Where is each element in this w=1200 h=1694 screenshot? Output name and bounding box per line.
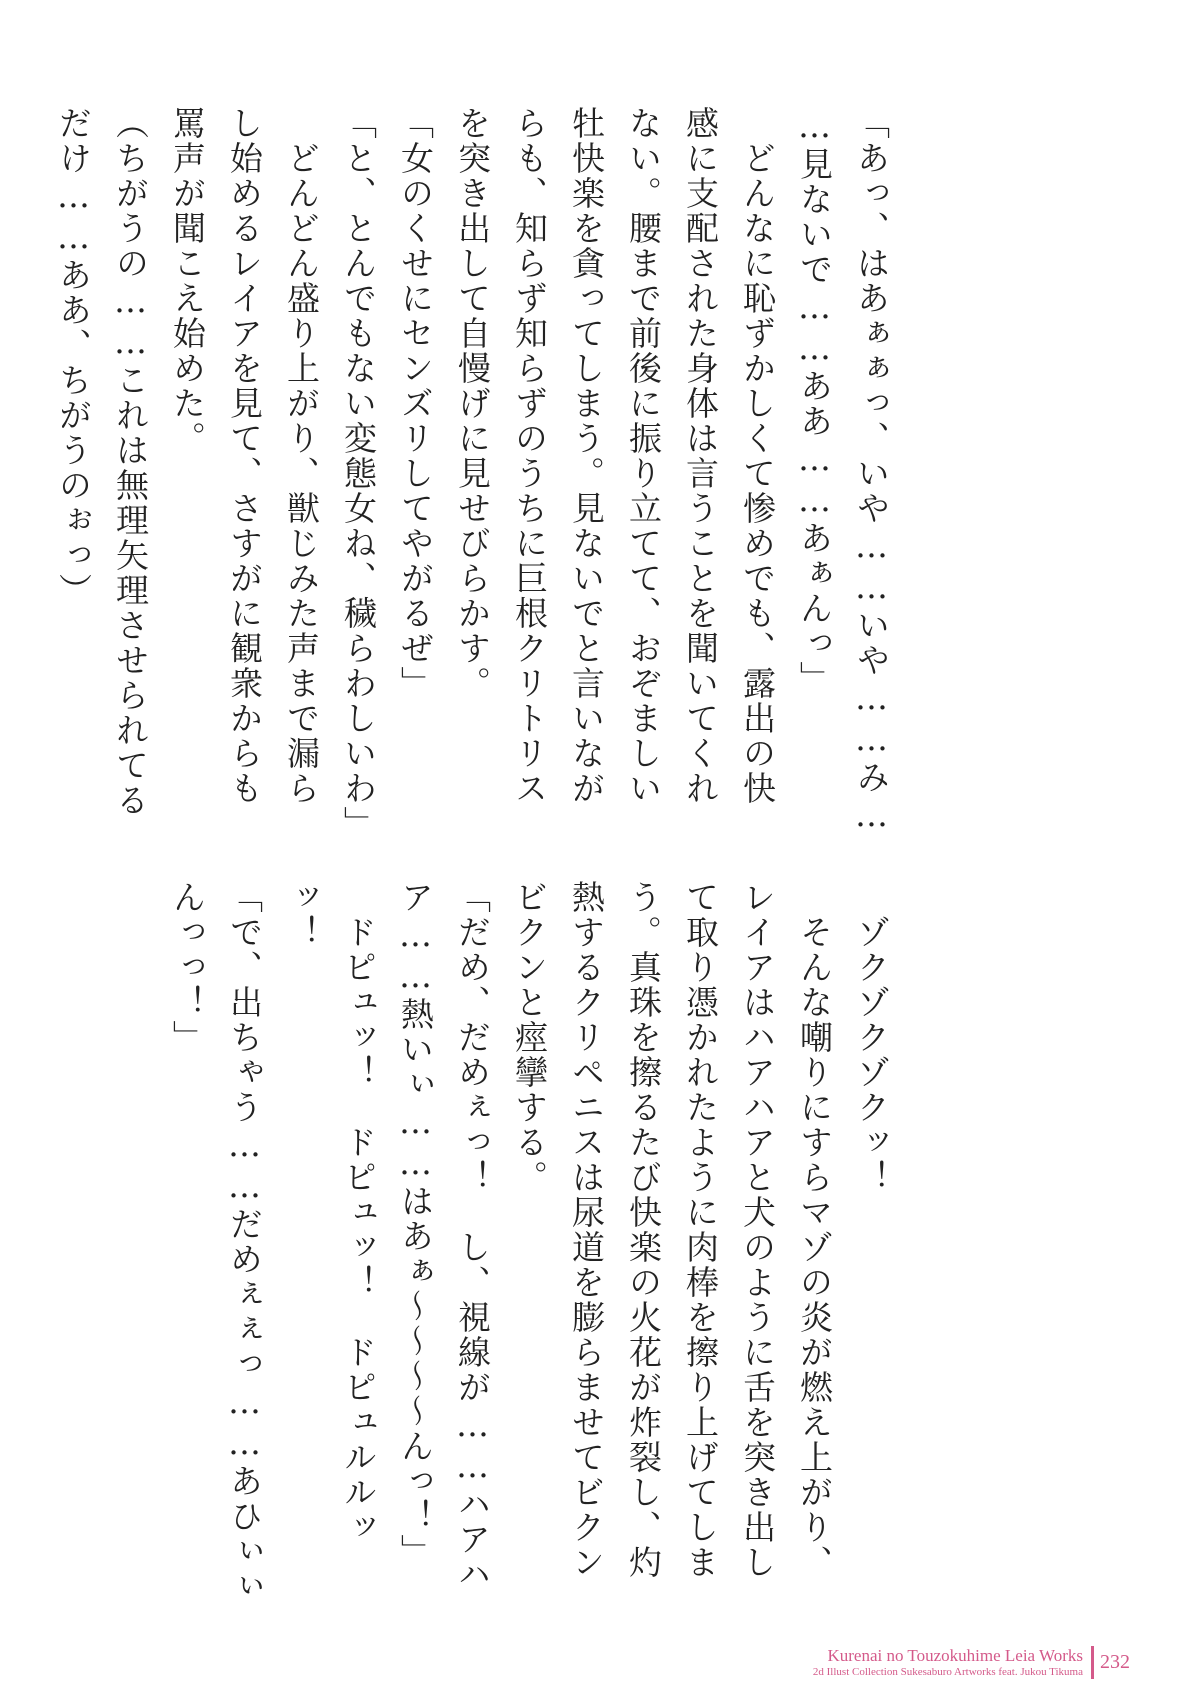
lower-text-block (159, 880, 900, 1620)
upper-text-block (45, 106, 900, 846)
text-line: 「だめ、だめぇっ！ し、視線が……ハアハ (453, 880, 492, 1592)
text-line: ッ！ (282, 880, 321, 950)
text-line: 牡快楽を貪ってしまう。見ないでと言いなが (567, 106, 606, 806)
text-line: ドピュッ！ ドピュッ！ ドピュルルッ (339, 880, 378, 1545)
book-subtitle: 2d Illust Collection Sukesaburo Artworks feat. Jukou Tikuma (812, 1666, 1083, 1678)
text-line: 罵声が聞こえ始めた。 (168, 106, 207, 456)
book-title: Kurenai no Touzokuhime Leia Works (827, 1646, 1083, 1665)
text-line: ア……熱いぃ……はあぁ〜〜〜〜んっ！」 (396, 880, 435, 1569)
text-line: て取り憑かれたように肉棒を擦り上げてしま (681, 880, 720, 1580)
text-line: 感に支配された身体は言うことを聞いてくれ (681, 106, 720, 806)
text-line: だけ……ああ、ちがうのぉっ） (54, 106, 93, 608)
text-line: し始めるレイアを見て、さすがに観衆からも (225, 106, 264, 806)
page-footer (813, 1646, 1130, 1679)
text-line: どんどん盛り上がり、獣じみた声まで漏ら (282, 106, 321, 806)
text-line: 「と、とんでもない変態女ね、穢らわしいわ」 (339, 106, 378, 841)
text-line: …見ないで……ああ……あぁんっ」 (795, 106, 834, 696)
text-line: んっっ！」 (168, 880, 207, 1055)
text-line: ゾクゾクゾクッ！ (852, 880, 891, 1195)
text-line: ない。腰まで前後に振り立てて、おぞましい (624, 106, 663, 806)
text-line: 「女のくせにセンズリしてやがるぜ」 (396, 106, 435, 701)
text-line: う。真珠を擦るたび快楽の火花が炸裂し、灼 (624, 880, 663, 1580)
text-line: 「あっ、はあぁぁっ、いや……いや……み… (852, 106, 891, 836)
text-line: ビクンと痙攣する。 (510, 880, 549, 1195)
footer-text-group (813, 1646, 1094, 1679)
text-line: どんなに恥ずかしくて惨めでも、露出の快 (738, 106, 777, 806)
text-line: 熱するクリペニスは尿道を膨らませてビクン (567, 880, 606, 1580)
text-line: そんな嘲りにすらマゾの炎が燃え上がり、 (795, 880, 834, 1580)
text-line: を突き出して自慢げに見せびらかす。 (453, 106, 492, 701)
text-line: レイアはハアハアと犬のように舌を突き出し (738, 880, 777, 1580)
text-line: （ちがうの……これは無理矢理させられてる (111, 106, 150, 818)
text-line: 「で、出ちゃう……だめぇぇっ……あひぃぃ (225, 880, 264, 1604)
text-line: らも、知らず知らずのうちに巨根クリトリス (510, 106, 549, 806)
page-number: 232 (1100, 1651, 1130, 1673)
